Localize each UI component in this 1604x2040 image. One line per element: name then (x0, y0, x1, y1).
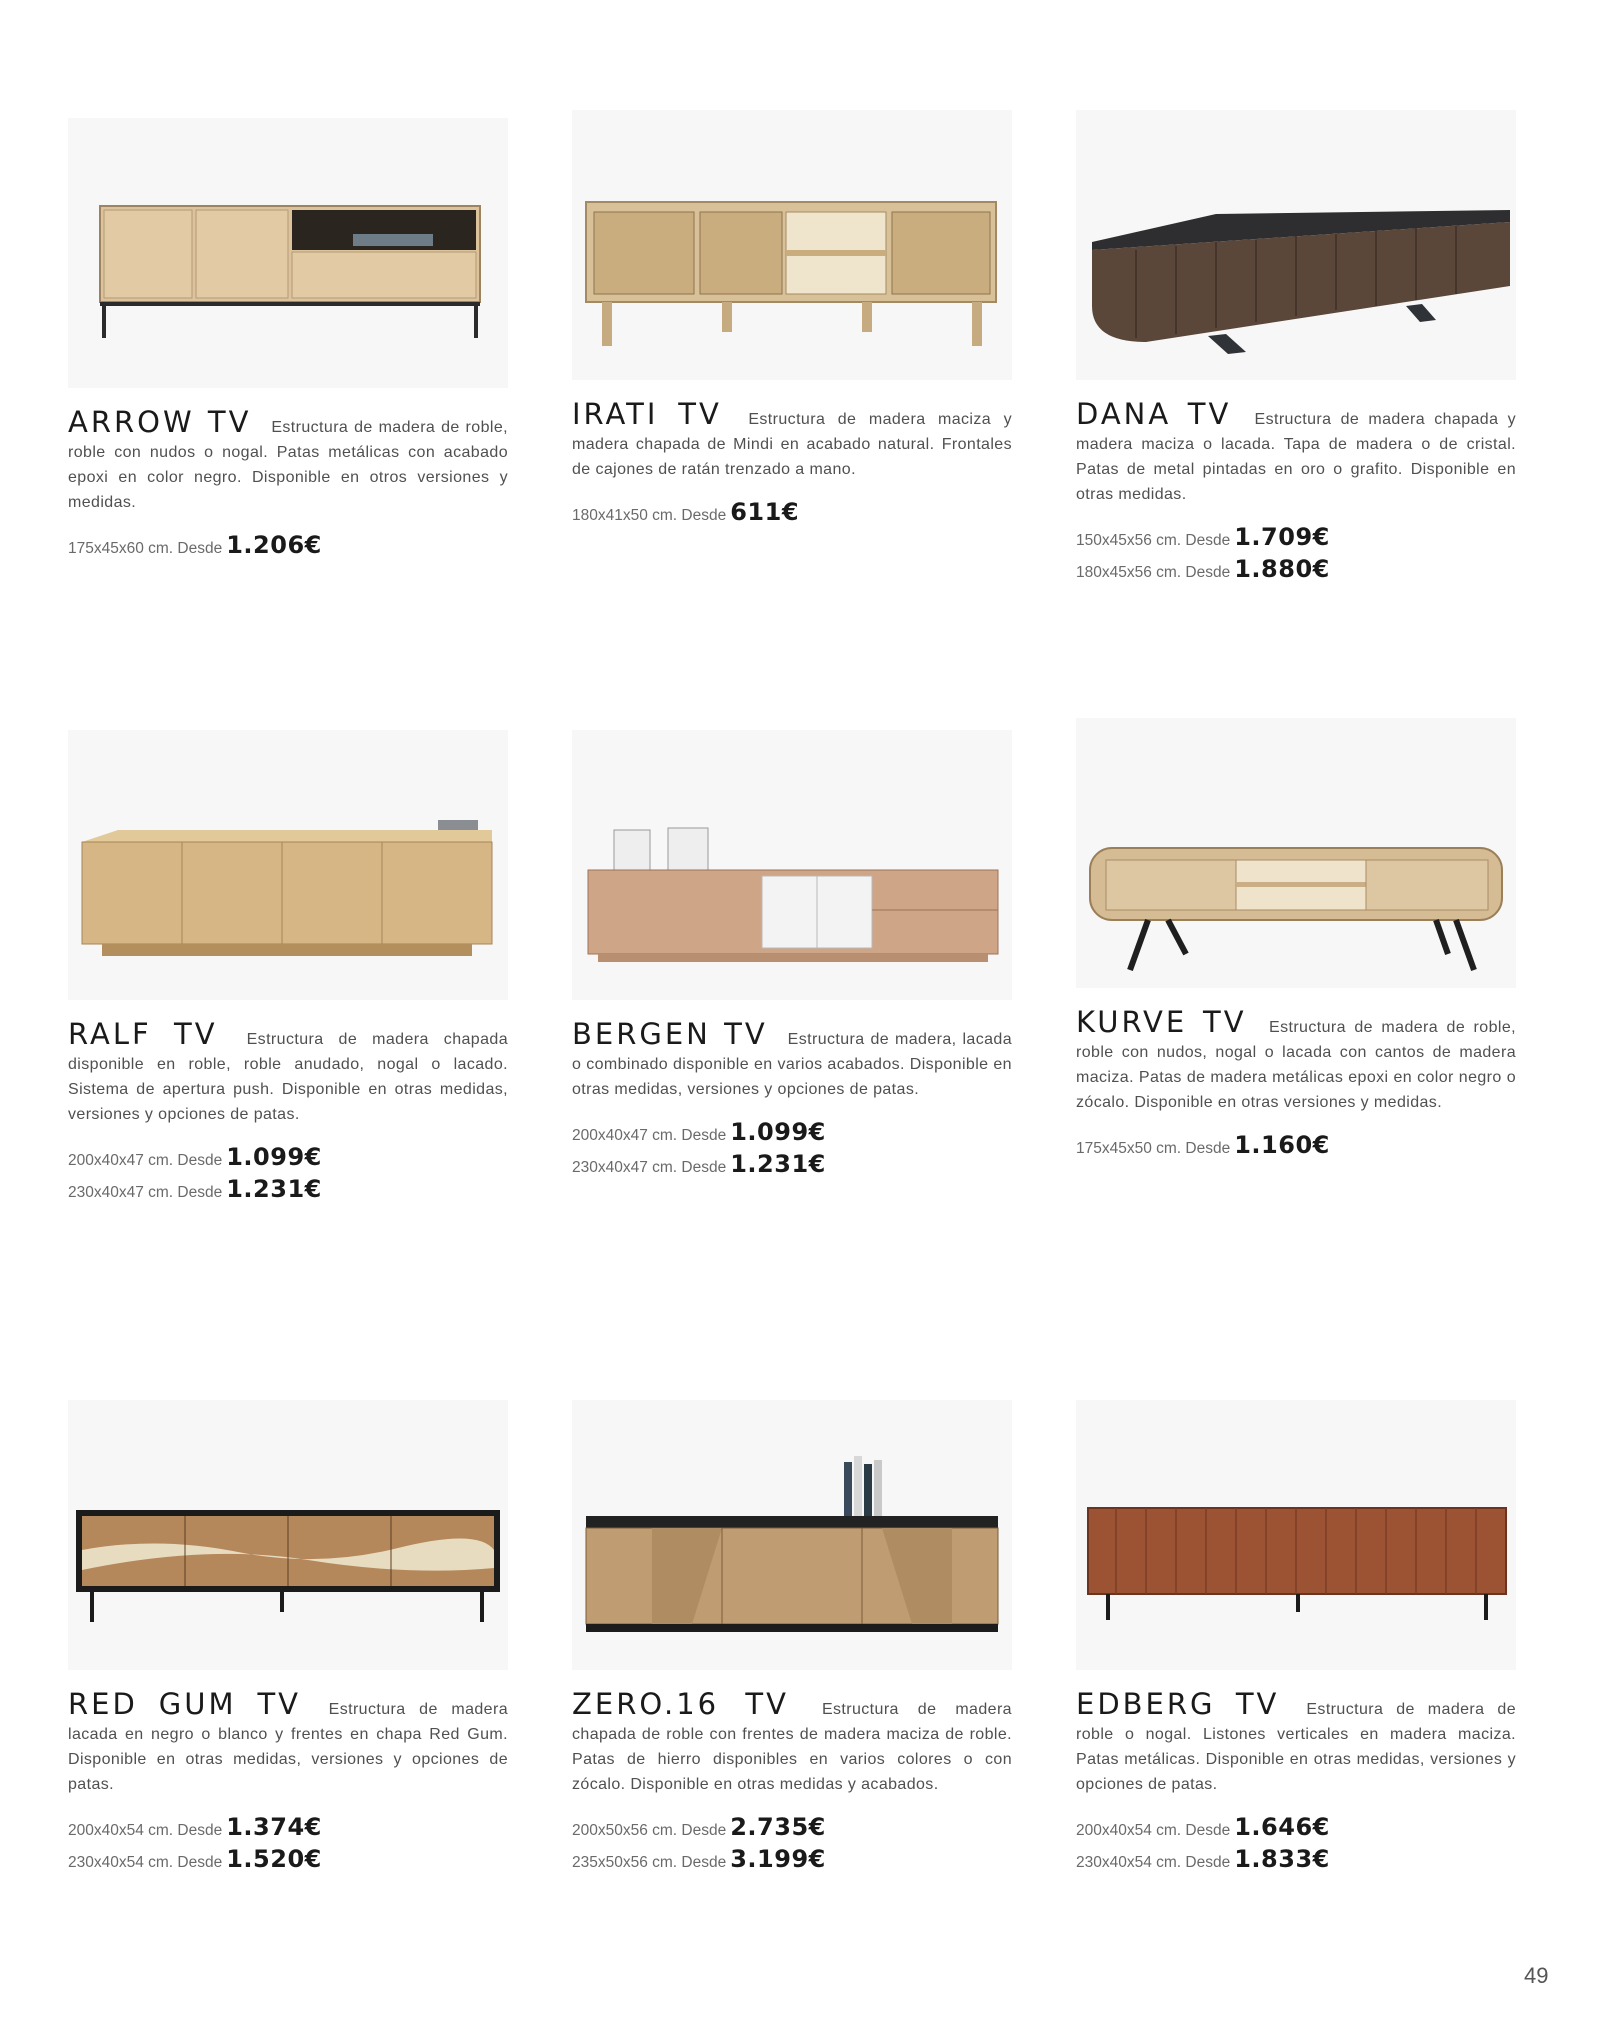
product-arrow-tv[interactable] (68, 118, 508, 561)
product-photo (572, 1400, 1012, 1670)
size-label: 200x50x56 cm. Desde (572, 1822, 727, 1839)
product-text (68, 1017, 508, 1127)
product-description: Estructura de madera chapada y madera maciza o lacada. Tapa de madera o de cristal. Patas de metal pintadas en oro o grafito. Disponible en otras medidas. (1076, 411, 1516, 503)
product-name: RED GUM TV (68, 1687, 302, 1721)
price-list (1076, 521, 1516, 585)
product-text (572, 397, 1012, 482)
product-kurve-tv[interactable] (1076, 718, 1516, 1161)
size-label: 230x40x47 cm. Desde (68, 1184, 223, 1201)
size-label: 200x40x54 cm. Desde (68, 1822, 223, 1839)
size-label: 180x45x56 cm. Desde (1076, 564, 1231, 581)
size-label: 175x45x50 cm. Desde (1076, 1140, 1231, 1157)
product-description: Estructura de madera, lacada o combinado disponible en varios acabados. Disponible en otras medidas, versiones y opciones de patas. (572, 1031, 1012, 1098)
price-value: 1.231€ (226, 1175, 322, 1203)
product-red-gum-tv[interactable] (68, 1400, 508, 1875)
size-label: 150x45x56 cm. Desde (1076, 532, 1231, 549)
product-description: Estructura de madera lacada en negro o blanco y frentes en chapa Red Gum. Disponible en otras medidas, versiones y opciones de patas. (68, 1701, 508, 1793)
price-list (68, 529, 508, 561)
price-line (68, 1141, 508, 1173)
price-value: 1.520€ (226, 1845, 322, 1873)
product-description: Estructura de madera de roble, roble con nudos o nogal. Patas metálicas con acabado epoxi en color negro. Disponible en otros versiones y medidas. (68, 419, 508, 511)
product-text (1076, 397, 1516, 507)
product-text (1076, 1005, 1516, 1115)
product-text (1076, 1687, 1516, 1797)
price-list (1076, 1129, 1516, 1161)
product-photo (572, 730, 1012, 1000)
product-description: Estructura de madera de roble, roble con nudos, nogal o lacada con cantos de madera maciza. Patas de madera metálicas epoxi en color negro o zócalo. Disponible en otras versiones y medidas. (1076, 1019, 1516, 1111)
price-line (572, 496, 1012, 528)
product-zero16-tv[interactable] (572, 1400, 1012, 1875)
size-label: 200x40x47 cm. Desde (572, 1127, 727, 1144)
size-label: 200x40x54 cm. Desde (1076, 1822, 1231, 1839)
price-value: 1.206€ (226, 531, 322, 559)
price-value: 2.735€ (730, 1813, 826, 1841)
page-number: 49 (1524, 1963, 1549, 1988)
size-label: 175x45x60 cm. Desde (68, 540, 223, 557)
product-photo (1076, 1400, 1516, 1670)
product-photo (68, 730, 508, 1000)
size-label: 200x40x47 cm. Desde (68, 1152, 223, 1169)
product-description: Estructura de madera chapada disponible en roble, roble anudado, nogal o lacado. Sistema de apertura push. Disponible en otras medidas, versiones y opciones de patas. (68, 1031, 508, 1123)
price-line (572, 1116, 1012, 1148)
price-list (1076, 1811, 1516, 1875)
price-value: 1.231€ (730, 1150, 826, 1178)
product-photo (1076, 110, 1516, 380)
product-text (572, 1017, 1012, 1102)
price-line (1076, 553, 1516, 585)
price-list (572, 1116, 1012, 1180)
product-photo (68, 118, 508, 388)
product-text (572, 1687, 1012, 1797)
product-description: Estructura de madera de roble o nogal. Listones verticales en madera maciza. Patas metálicas. Disponible en otras medidas, versiones y opciones de patas. (1076, 1701, 1516, 1793)
product-name: ZERO.16 TV (572, 1687, 789, 1721)
price-value: 1.099€ (226, 1143, 322, 1171)
price-value: 1.099€ (730, 1118, 826, 1146)
price-line (68, 1843, 508, 1875)
price-value: 1.880€ (1234, 555, 1330, 583)
price-line (572, 1843, 1012, 1875)
product-name: ARROW TV (68, 405, 252, 439)
price-line (1076, 521, 1516, 553)
product-bergen-tv[interactable] (572, 730, 1012, 1180)
price-value: 1.833€ (1234, 1845, 1330, 1873)
price-value: 1.160€ (1234, 1131, 1330, 1159)
price-value: 3.199€ (730, 1845, 826, 1873)
product-photo (68, 1400, 508, 1670)
price-line (572, 1148, 1012, 1180)
size-label: 230x40x54 cm. Desde (68, 1854, 223, 1871)
product-photo (1076, 718, 1516, 988)
product-dana-tv[interactable] (1076, 110, 1516, 585)
product-name: RALF TV (68, 1017, 218, 1051)
product-edberg-tv[interactable] (1076, 1400, 1516, 1875)
price-value: 1.709€ (1234, 523, 1330, 551)
price-line (68, 529, 508, 561)
product-name: KURVE TV (1076, 1005, 1247, 1039)
product-name: BERGEN TV (572, 1017, 768, 1051)
price-list (572, 1811, 1012, 1875)
price-list (572, 496, 1012, 528)
product-name: DANA TV (1076, 397, 1232, 431)
product-text (68, 1687, 508, 1797)
price-value: 1.374€ (226, 1813, 322, 1841)
price-value: 611€ (730, 498, 800, 526)
price-line (68, 1173, 508, 1205)
product-irati-tv[interactable] (572, 110, 1012, 528)
price-line (1076, 1129, 1516, 1161)
product-ralf-tv[interactable] (68, 730, 508, 1205)
product-text (68, 405, 508, 515)
price-line (1076, 1811, 1516, 1843)
size-label: 180x41x50 cm. Desde (572, 507, 727, 524)
price-list (68, 1811, 508, 1875)
price-value: 1.646€ (1234, 1813, 1330, 1841)
size-label: 235x50x56 cm. Desde (572, 1854, 727, 1871)
price-line (1076, 1843, 1516, 1875)
price-line (68, 1811, 508, 1843)
product-photo (572, 110, 1012, 380)
price-list (68, 1141, 508, 1205)
product-description: Estructura de madera chapada de roble con frentes de madera maciza de roble. Patas de hierro disponibles en varios colores o con zócalo. Disponible en otras medidas y acabados. (572, 1701, 1012, 1793)
product-name: EDBERG TV (1076, 1687, 1280, 1721)
product-name: IRATI TV (572, 397, 722, 431)
price-line (572, 1811, 1012, 1843)
size-label: 230x40x54 cm. Desde (1076, 1854, 1231, 1871)
size-label: 230x40x47 cm. Desde (572, 1159, 727, 1176)
product-description: Estructura de madera maciza y madera chapada de Mindi en acabado natural. Frontales de cajones de ratán trenzado a mano. (572, 411, 1012, 478)
